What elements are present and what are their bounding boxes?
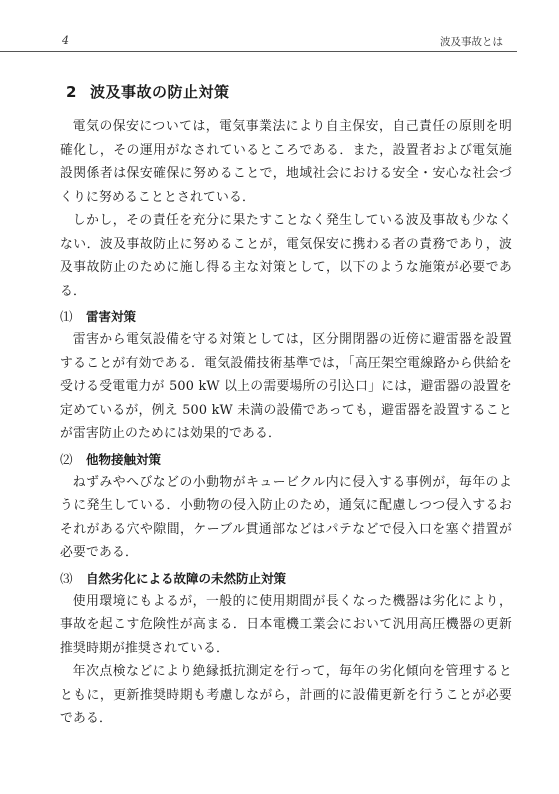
- page-body: [60, 81, 512, 731]
- subsection-heading: [60, 567, 512, 590]
- subsection-number: ⑴: [60, 309, 73, 324]
- header-rule: [0, 51, 517, 52]
- page-header: [0, 34, 559, 56]
- subsection-number: ⑶: [60, 570, 73, 586]
- section-title: 波及事故の防止対策: [90, 83, 230, 101]
- body-paragraph: しかし，その責任を充分に果たすことなく発生している波及事故も少なくない．波及事故防止に努めることが，電気保安に携わる者の責務であり，波及事故防止のために施し得る主な対策として，以下のような施策が必要である．: [60, 213, 512, 299]
- running-title: 波及事故とは: [440, 36, 503, 48]
- section-number: 2: [66, 83, 77, 101]
- body-paragraph: 年次点検などにより絶縁抵抗測定を行って，毎年の劣化傾向を管理するとともに，更新推奨時期も考慮しながら，計画的に設備更新を行うことが必要である．: [60, 664, 512, 726]
- subsection-number: ⑵: [60, 451, 73, 467]
- section-heading: [60, 81, 512, 103]
- page-number: 4: [62, 34, 69, 47]
- body-paragraph: 電気の保安については，電気事業法により自主保安，自己責任の原則を明確化し，その運用がなされているところである．また，設置者および電気施設関係者は保安確保に努めることで，地域社会における安全・安心な社会づくりに努めることとされている．: [60, 119, 512, 205]
- body-paragraph: 使用環境にもよるが，一般的に使用期間が長くなった機器は劣化により，事故を起こす危険性が高まる．日本電機工業会において汎用高圧機器の更新推奨時期が推奨されている．: [60, 593, 512, 656]
- subsection-heading: [60, 448, 512, 471]
- subsection-title: 雷害対策: [86, 309, 137, 324]
- subsection-title: 自然劣化による故障の未然防止対策: [86, 570, 287, 586]
- subsection-heading: [60, 305, 512, 328]
- body-paragraph: ねずみやへびなどの小動物がキュービクル内に侵入する事例が，毎年のように発生している．小動物の侵入防止のため，通気に配慮しつつ侵入するおそれがある穴や隙間，ケーブル貫通部などはパテなどで侵入口を塞ぐ措置が必要である．: [60, 474, 512, 560]
- body-paragraph: 雷害から電気設備を守る対策としては，区分開閉器の近傍に避雷器を設置することが有効である．電気設備技術基準では，「高圧架空電線路から供給を受ける受電電力が 500 kW 以上の需要場所の引込口」には，避雷器の設置を定めているが，例え 500 kW 未満の設備であっても，避雷器を設置することが雷害防止のためには効果的である．: [60, 332, 512, 441]
- subsection-title: 他物接触対策: [86, 451, 162, 467]
